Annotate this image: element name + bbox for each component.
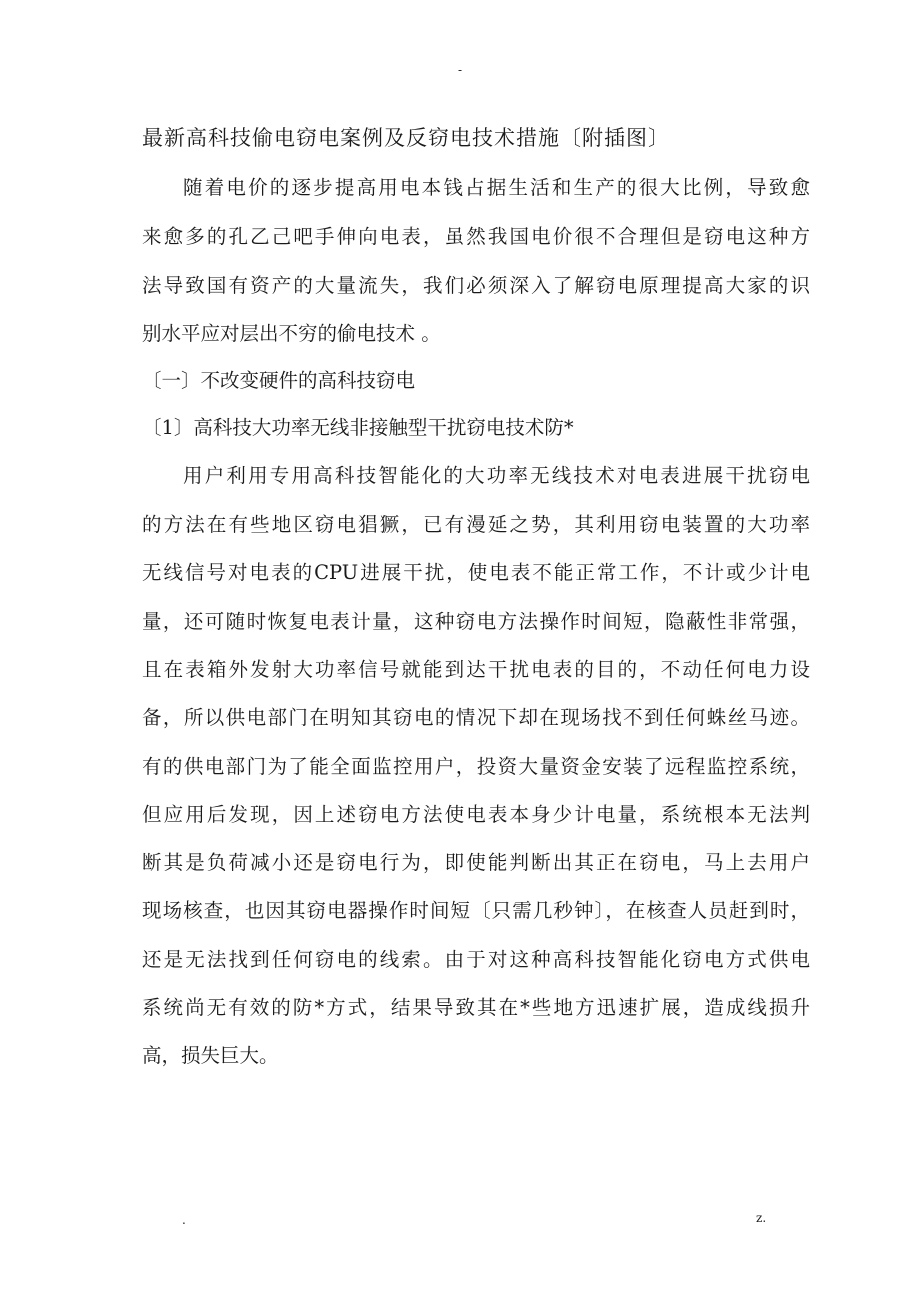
page-header-mark: -	[457, 63, 463, 77]
intro-line: 来愈多的孔乙己吧手伸向电表，虽然我国电价很不合理但是窃电这种方	[142, 225, 810, 248]
body-line: 且在表箱外发射大功率信号就能到达干扰电表的目的，不动任何电力设	[142, 658, 810, 681]
intro-line: 随着电价的逐步提高用电本钱占据生活和生产的很大比例，导致愈	[183, 176, 810, 199]
body-line: 还是无法找到任何窃电的线索。由于对这种高科技智能化窃电方式供电	[142, 948, 810, 971]
section-heading: 〔一〕不改变硬件的高科技窃电	[142, 369, 416, 392]
intro-line: 法导致国有资产的大量流失，我们必须深入了解窃电原理提高大家的识	[142, 274, 810, 297]
body-line: 量，还可随时恢复电表计量，这种窃电方法操作时间短，隐蔽性非常强，	[142, 610, 810, 633]
body-line: 有的供电部门为了能全面监控用户，投资大量资金安装了远程监控系统，	[142, 755, 810, 778]
page-footer-right-mark: z.	[756, 1211, 767, 1225]
body-line: 的方法在有些地区窃电猖獗，已有漫延之势，其利用窃电装置的大功率	[142, 513, 810, 536]
subsection-heading: 〔1〕高科技大功率无线非接触型干扰窃电技术防*	[142, 416, 574, 439]
document-title: 最新高科技偷电窃电案例及反窃电技术措施〔附插图〕	[142, 126, 670, 150]
intro-line: 别水平应对层出不穷的偷电技术 。	[142, 322, 441, 345]
body-line: 断其是负荷减小还是窃电行为，即使能判断出其正在窃电，马上去用户	[142, 851, 810, 874]
body-line: 用户利用专用高科技智能化的大功率无线技术对电表进展干扰窃电	[183, 464, 810, 487]
body-line: 系统尚无有效的防*方式，结果导致其在*些地方迅速扩展，造成线损升	[142, 996, 810, 1019]
body-line: 高，损失巨大。	[142, 1044, 279, 1067]
body-line: 现场核查，也因其窃电器操作时间短〔只需几秒钟〕，在核查人员赶到时，	[142, 899, 810, 922]
body-line: 但应用后发现，因上述窃电方法使电表本身少计电量，系统根本无法判	[142, 803, 810, 826]
body-line: 无线信号对电表的CPU进展干扰，使电表不能正常工作，不计或少计电	[142, 561, 810, 584]
page-footer-left-mark: .	[182, 1213, 186, 1227]
body-line: 备，所以供电部门在明知其窃电的情况下却在现场找不到任何蛛丝马迹。	[142, 706, 810, 729]
